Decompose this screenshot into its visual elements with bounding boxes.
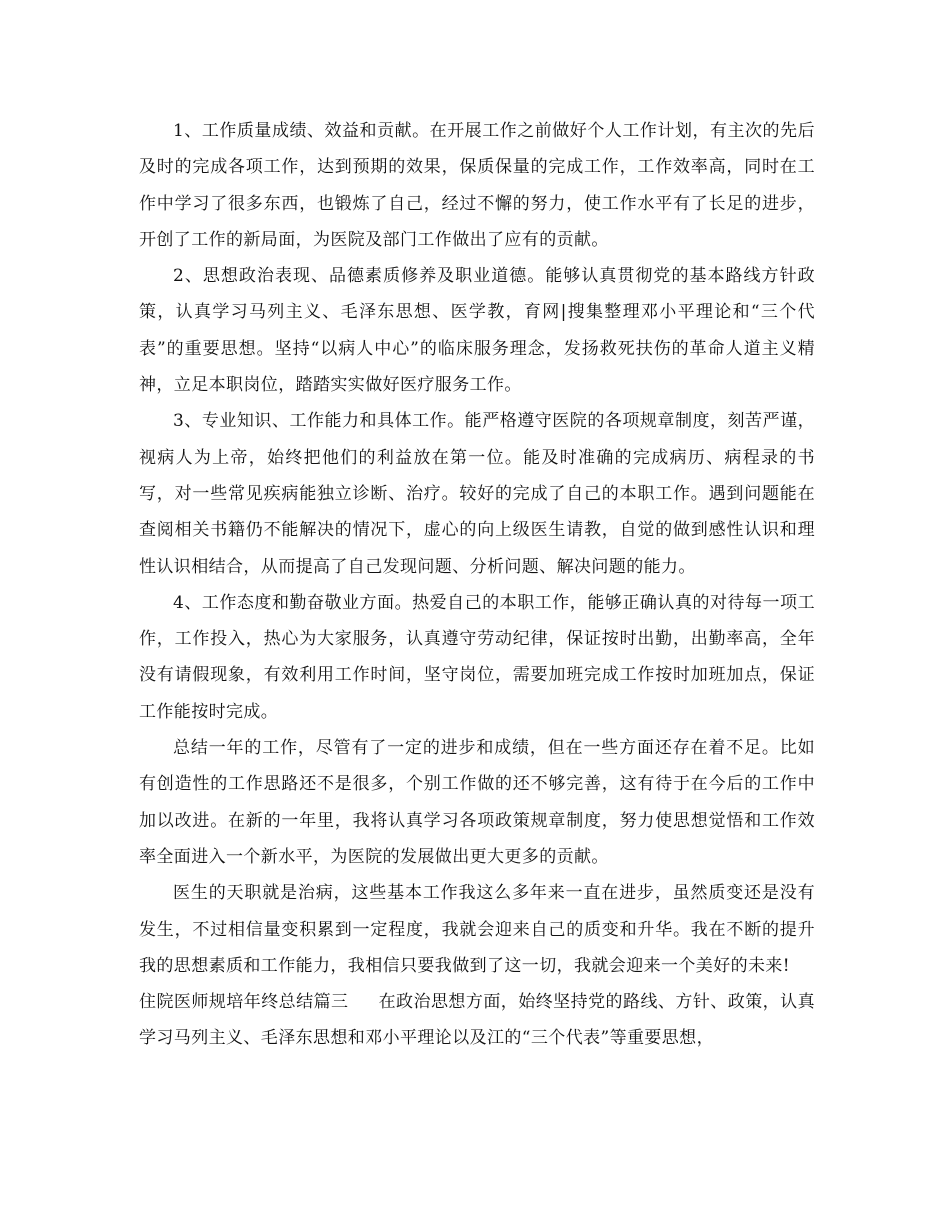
section-text: 在政治思想方面，始终坚持党的路线、方针、政策，认真学习马列主义、毛泽东思想和邓小平理论以及江的“三个代表”等重要思想，: [139, 992, 815, 1049]
section-paragraph: [139, 984, 815, 1057]
paragraph-3: 3、专业知识、工作能力和具体工作。能严格遵守医院的各项规章制度，刻苦严谨，视病人为上帝，始终把他们的利益放在第一位。能及时准确的完成病历、病程录的书写，对一些常见疾病能独立诊断、治疗。较好的完成了自己的本职工作。遇到问题能在查阅相关书籍仍不能解决的情况下，虚心的向上级医生请教，自觉的做到感性认识和理性认识相结合，从而提高了自己发现问题、分析问题、解决问题的能力。: [139, 411, 815, 577]
section-title: 住院医师规培年终总结篇三: [139, 992, 349, 1013]
document-body: [139, 113, 815, 1057]
paragraph-1: 1、工作质量成绩、效益和贡献。在开展工作之前做好个人工作计划，有主次的先后及时的完成各项工作，达到预期的效果，保质保量的完成工作，工作效率高，同时在工作中学习了很多东西，也锻炼了自己，经过不懈的努力，使工作水平有了长足的进步，开创了工作的新局面，为医院及部门工作做出了应有的贡献。: [139, 121, 815, 250]
paragraph-6: 医生的天职就是治病，这些基本工作我这么多年来一直在进步，虽然质变还是没有发生，不过相信量变积累到一定程度，我就会迎来自己的质变和升华。我在不断的提升我的思想素质和工作能力，我相信只要我做到了这一切，我就会迎来一个美好的未来!: [139, 883, 815, 976]
paragraph-5: 总结一年的工作，尽管有了一定的进步和成绩，但在一些方面还存在着不足。比如有创造性的工作思路还不是很多，个别工作做的还不够完善，这有待于在今后的工作中加以改进。在新的一年里，我将认真学习各项政策规章制度，努力使思想觉悟和工作效率全面进入一个新水平，为医院的发展做出更大更多的贡献。: [139, 738, 815, 867]
paragraph-2: 2、思想政治表现、品德素质修养及职业道德。能够认真贯彻党的基本路线方针政策，认真学习马列主义、毛泽东思想、医学教，育网|搜集整理邓小平理论和“三个代表”的重要思想。坚持“以病人中心”的临床服务理念，发扬救死扶伤的革命人道主义精神，立足本职岗位，踏踏实实做好医疗服务工作。: [139, 266, 815, 396]
paragraph-4: 4、工作态度和勤奋敬业方面。热爱自己的本职工作，能够正确认真的对待每一项工作，工作投入，热心为大家服务，认真遵守劳动纪律，保证按时出勤，出勤率高，全年没有请假现象，有效利用工作时间，坚守岗位，需要加班完成工作按时加班加点，保证工作能按时完成。: [139, 592, 815, 722]
